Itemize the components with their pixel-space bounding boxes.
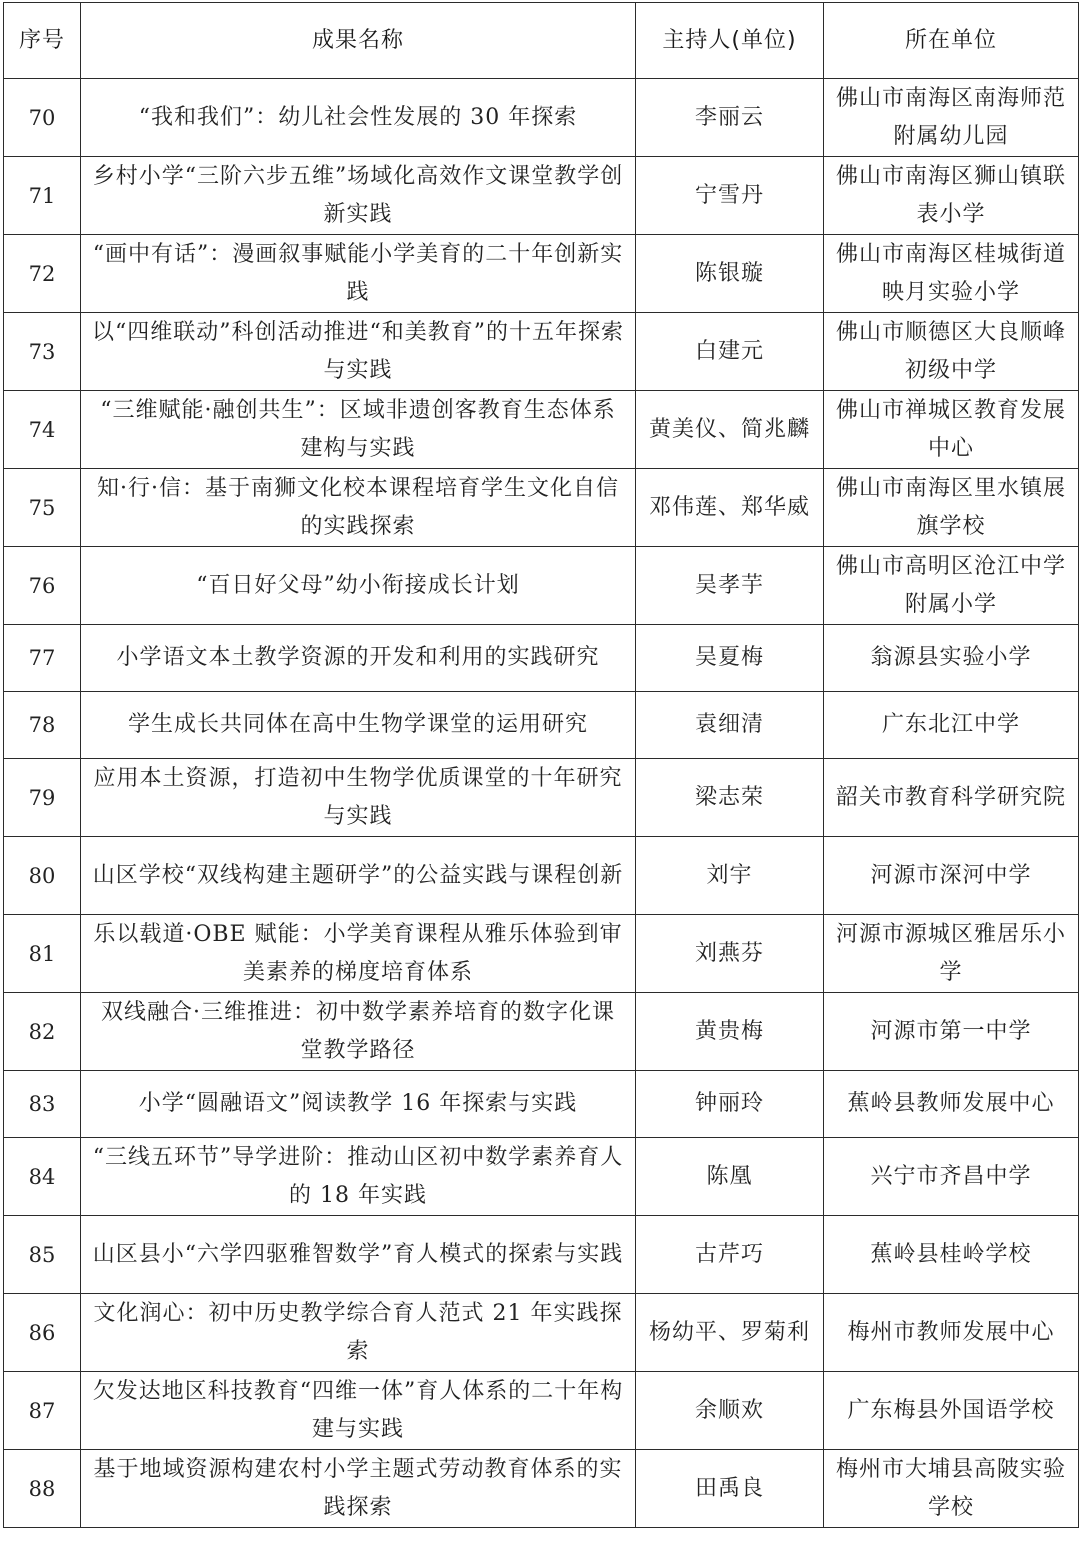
table-row [4,759,1079,837]
table-row [4,469,1079,547]
table-row [4,692,1079,759]
row-unit: 佛山市南海区里水镇展旗学校 [824,469,1079,547]
row-host: 吴夏梅 [636,625,824,692]
row-unit: 广东北江中学 [824,692,1079,759]
row-host: 梁志荣 [636,759,824,837]
row-host: 钟丽玲 [636,1071,824,1138]
row-host: 田禹良 [636,1450,824,1528]
table-header-row [4,3,1079,79]
row-no: 81 [4,915,81,993]
row-unit: 兴宁市齐昌中学 [824,1138,1079,1216]
row-host: 古芹巧 [636,1216,824,1294]
row-no: 73 [4,313,81,391]
table-row [4,79,1079,157]
row-host: 邓伟莲、郑华威 [636,469,824,547]
table-row [4,1372,1079,1450]
table-row [4,993,1079,1071]
row-host: 杨幼平、罗菊利 [636,1294,824,1372]
header-title: 成果名称 [81,3,636,79]
row-no: 86 [4,1294,81,1372]
row-title: 小学“圆融语文”阅读教学 16 年探索与实践 [81,1071,636,1138]
header-unit: 所在单位 [824,3,1079,79]
row-title: “三维赋能·融创共生”：区域非遗创客教育生态体系建构与实践 [81,391,636,469]
row-title: 山区学校“双线构建主题研学”的公益实践与课程创新 [81,837,636,915]
table-row [4,1216,1079,1294]
row-unit: 佛山市南海区南海师范附属幼儿园 [824,79,1079,157]
row-no: 85 [4,1216,81,1294]
row-unit: 佛山市顺德区大良顺峰初级中学 [824,313,1079,391]
row-unit: 梅州市教师发展中心 [824,1294,1079,1372]
row-host: 白建元 [636,313,824,391]
row-unit: 蕉岭县教师发展中心 [824,1071,1079,1138]
row-no: 87 [4,1372,81,1450]
table-row [4,547,1079,625]
row-host: 陈银璇 [636,235,824,313]
table-row [4,1294,1079,1372]
row-host: 黄贵梅 [636,993,824,1071]
row-no: 88 [4,1450,81,1528]
row-host: 刘燕芬 [636,915,824,993]
row-title: 欠发达地区科技教育“四维一体”育人体系的二十年构建与实践 [81,1372,636,1450]
row-host: 刘宇 [636,837,824,915]
row-no: 72 [4,235,81,313]
row-title: “我和我们”：幼儿社会性发展的 30 年探索 [81,79,636,157]
row-no: 70 [4,79,81,157]
row-title: 以“四维联动”科创活动推进“和美教育”的十五年探索与实践 [81,313,636,391]
row-host: 陈凰 [636,1138,824,1216]
row-no: 84 [4,1138,81,1216]
row-no: 79 [4,759,81,837]
row-host: 宁雪丹 [636,157,824,235]
table-row [4,1071,1079,1138]
row-title: 基于地域资源构建农村小学主题式劳动教育体系的实践探索 [81,1450,636,1528]
row-title: 乡村小学“三阶六步五维”场域化高效作文课堂教学创新实践 [81,157,636,235]
row-no: 71 [4,157,81,235]
table-row [4,915,1079,993]
header-no: 序号 [4,3,81,79]
row-host: 李丽云 [636,79,824,157]
table-row [4,1450,1079,1528]
row-title: 小学语文本土教学资源的开发和利用的实践研究 [81,625,636,692]
row-no: 77 [4,625,81,692]
row-title: 山区县小“六学四驱雅智数学”育人模式的探索与实践 [81,1216,636,1294]
row-unit: 河源市深河中学 [824,837,1079,915]
table-row [4,625,1079,692]
row-no: 82 [4,993,81,1071]
row-no: 83 [4,1071,81,1138]
table-row [4,1138,1079,1216]
row-unit: 河源市第一中学 [824,993,1079,1071]
table-row [4,235,1079,313]
row-no: 78 [4,692,81,759]
row-no: 74 [4,391,81,469]
row-unit: 佛山市禅城区教育发展中心 [824,391,1079,469]
row-no: 80 [4,837,81,915]
row-unit: 佛山市南海区狮山镇联表小学 [824,157,1079,235]
row-unit: 佛山市高明区沧江中学附属小学 [824,547,1079,625]
row-unit: 广东梅县外国语学校 [824,1372,1079,1450]
row-unit: 梅州市大埔县高陂实验学校 [824,1450,1079,1528]
table-row [4,837,1079,915]
row-title: 双线融合·三维推进：初中数学素养培育的数字化课堂教学路径 [81,993,636,1071]
row-host: 袁细清 [636,692,824,759]
row-title: 乐以载道·OBE 赋能：小学美育课程从雅乐体验到审美素养的梯度培育体系 [81,915,636,993]
row-no: 76 [4,547,81,625]
row-unit: 佛山市南海区桂城街道映月实验小学 [824,235,1079,313]
table-row [4,391,1079,469]
row-unit: 蕉岭县桂岭学校 [824,1216,1079,1294]
row-title: “画中有话”：漫画叙事赋能小学美育的二十年创新实践 [81,235,636,313]
row-title: 应用本土资源，打造初中生物学优质课堂的十年研究与实践 [81,759,636,837]
row-title: “三线五环节”导学进阶：推动山区初中数学素养育人的 18 年实践 [81,1138,636,1216]
row-unit: 河源市源城区雅居乐小学 [824,915,1079,993]
header-host: 主持人(单位) [636,3,824,79]
row-title: “百日好父母”幼小衔接成长计划 [81,547,636,625]
results-table [3,2,1079,1528]
table-row [4,157,1079,235]
row-host: 吴孝芋 [636,547,824,625]
row-unit: 韶关市教育科学研究院 [824,759,1079,837]
row-title: 知·行·信：基于南狮文化校本课程培育学生文化自信的实践探索 [81,469,636,547]
row-host: 黄美仪、简兆麟 [636,391,824,469]
table-row [4,313,1079,391]
row-host: 余顺欢 [636,1372,824,1450]
row-title: 学生成长共同体在高中生物学课堂的运用研究 [81,692,636,759]
row-no: 75 [4,469,81,547]
row-title: 文化润心：初中历史教学综合育人范式 21 年实践探索 [81,1294,636,1372]
row-unit: 翁源县实验小学 [824,625,1079,692]
